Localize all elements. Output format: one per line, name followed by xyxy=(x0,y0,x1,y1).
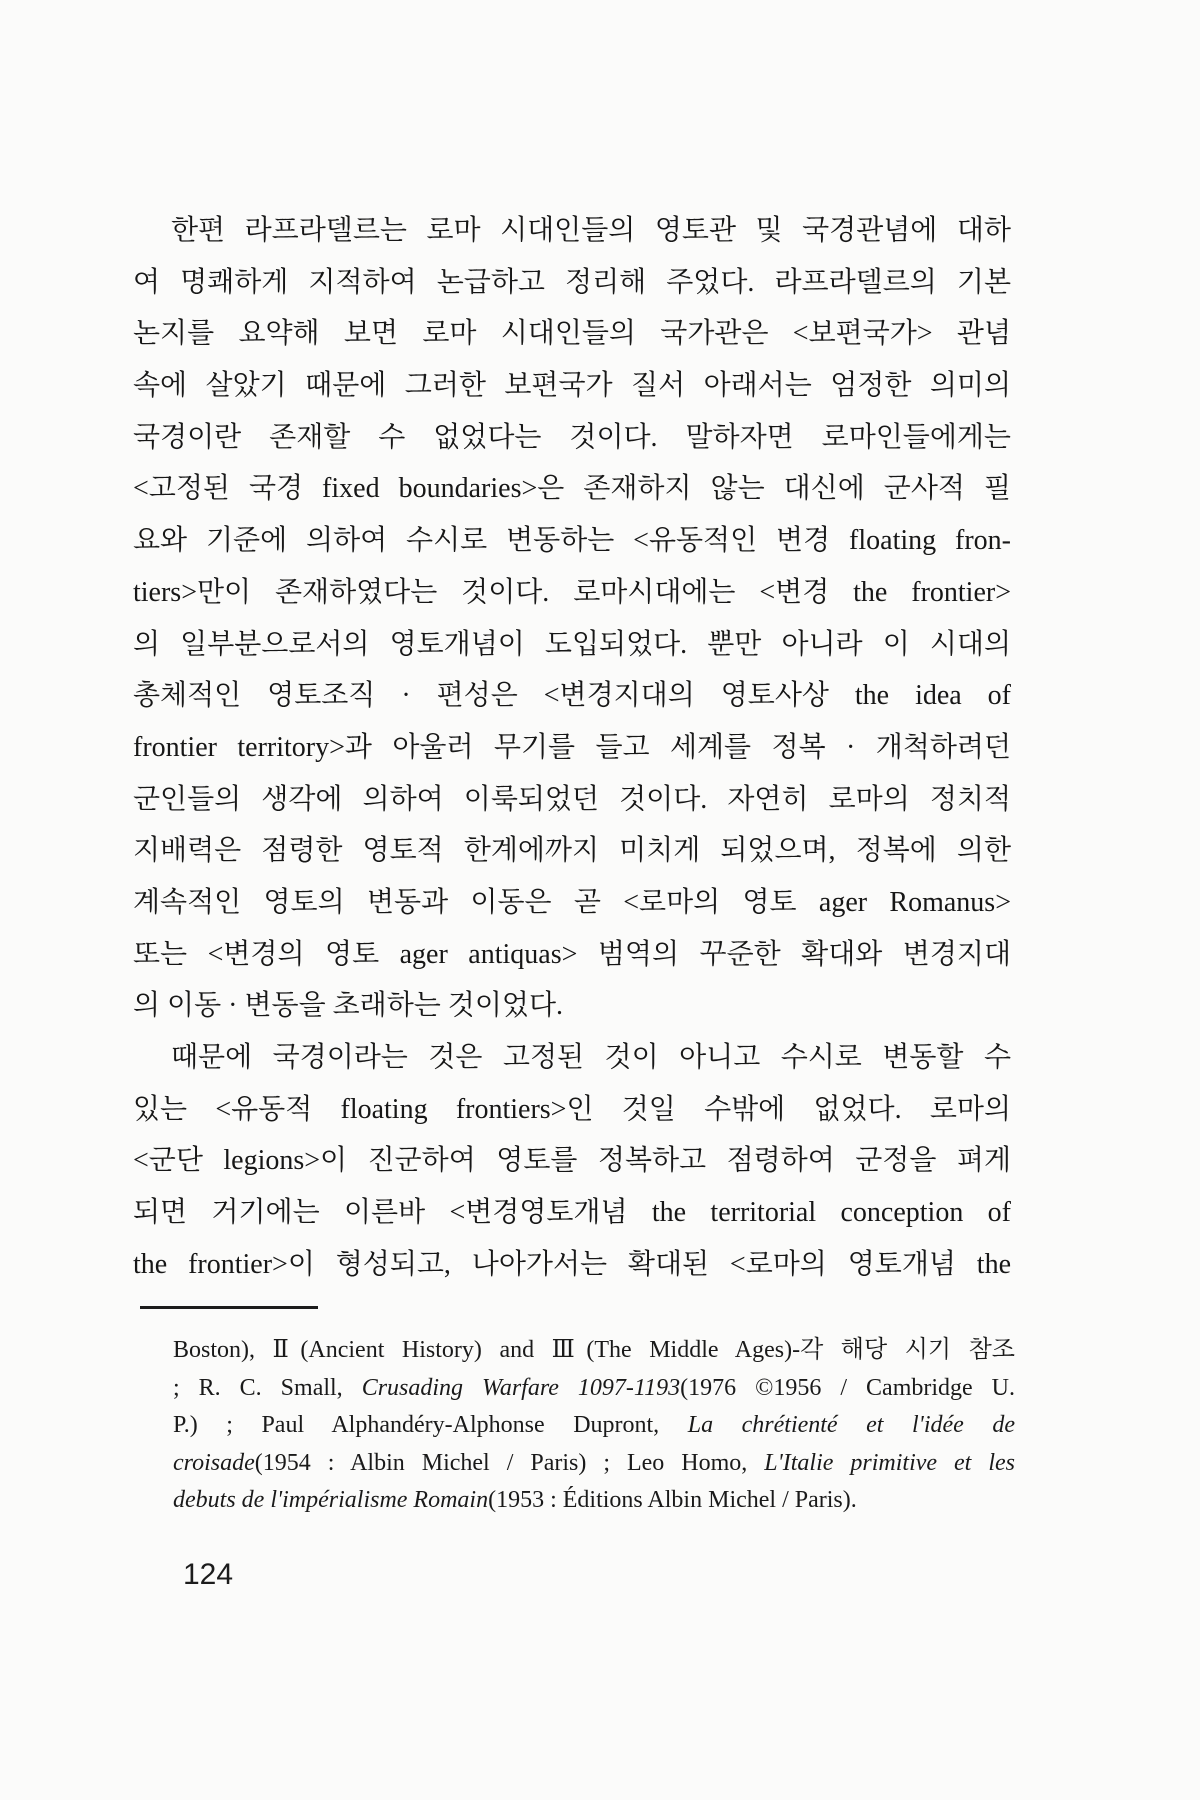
footnote-segment-italic: croisade xyxy=(173,1449,255,1476)
text-line: the frontier>이 형성되고, 나아가서는 확대된 <로마의 영토개념 the xyxy=(133,1248,1011,1280)
main-text-block xyxy=(133,205,1011,1290)
footnote-line xyxy=(173,1370,1015,1408)
footnote-segment: (1976 ©1956 / Cambridge U. xyxy=(680,1374,1015,1401)
text-line: 때문에 국경이라는 것은 고정된 것이 아니고 수시로 변동할 수 xyxy=(171,1042,1011,1073)
footnote-segment: ; R. C. Small, xyxy=(173,1374,362,1401)
text-line: 계속적인 영토의 변동과 이동은 곧 <로마의 영토 ager Romanus> xyxy=(133,886,1011,918)
footnote-segment: (1954 : Albin Michel / Paris) ; Leo Homo, xyxy=(254,1449,765,1476)
footnote-segment-italic: debuts de l'impérialisme Romain xyxy=(173,1487,489,1514)
footnote-segment-italic: La chrétienté et l'idée de xyxy=(687,1412,1015,1439)
text-line: 총체적인 영토조직 · 편성은 <변경지대의 영토사상 the idea of xyxy=(133,680,1011,712)
footnote-segment: Boston), Ⅱ(Ancient History) and Ⅲ(The Middle Ages)-각 해당 시기 참조 xyxy=(173,1337,1015,1363)
text-line: 여 명쾌하게 지적하여 논급하고 정리해 주었다. 라프라델르의 기본 xyxy=(133,266,1011,298)
text-line: 군인들의 생각에 의하여 이룩되었던 것이다. 자연히 로마의 정치적 xyxy=(133,783,1011,815)
text-line: frontier territory>과 아울러 무기를 들고 세계를 정복 · 개척하려던 xyxy=(133,731,1011,763)
text-line: <고정된 국경 fixed boundaries>은 존재하지 않는 대신에 군사적 필 xyxy=(133,473,1011,505)
paragraph-1 xyxy=(133,205,1011,1032)
footnote-separator-rule xyxy=(140,1306,318,1309)
text-line: 의 이동 · 변동을 초래하는 것이었다. xyxy=(133,990,563,1022)
text-line: tiers>만이 존재하였다는 것이다. 로마시대에는 <변경 the frontier> xyxy=(133,576,1011,608)
footnote-line xyxy=(173,1332,1015,1370)
text-line: 의 일부분으로서의 영토개념이 도입되었다. 뿐만 아니라 이 시대의 xyxy=(133,628,1011,660)
text-line: <군단 legions>이 진군하여 영토를 정복하고 점령하여 군정을 펴게 xyxy=(133,1145,1011,1177)
text-line: 또는 <변경의 영토 ager antiquas> 범역의 꾸준한 확대와 변경지대 xyxy=(133,938,1011,970)
footnote-line xyxy=(173,1407,1015,1445)
text-line: 국경이란 존재할 수 없었다는 것이다. 말하자면 로마인들에게는 xyxy=(133,421,1011,453)
text-line: 속에 살았기 때문에 그러한 보편국가 질서 아래서는 엄정한 의미의 xyxy=(133,370,1011,402)
footnote-segment-italic: Crusading Warfare 1097-1193 xyxy=(361,1374,681,1401)
footnote-segment: (1953 : Éditions Albin Michel / Paris). xyxy=(488,1487,857,1514)
footnote-line xyxy=(173,1445,1015,1483)
text-line: 되면 거기에는 이른바 <변경영토개념 the territorial conception of xyxy=(133,1197,1011,1229)
text-line: 지배력은 점령한 영토적 한계에까지 미치게 되었으며, 정복에 의한 xyxy=(133,835,1011,867)
text-line: 있는 <유동적 floating frontiers>인 것일 수밖에 없었다. 로마의 xyxy=(133,1093,1011,1125)
footnote-segment-italic: L'Italie primitive et les xyxy=(764,1449,1015,1476)
paragraph-2 xyxy=(133,1032,1011,1290)
footnote-segment: P.) ; Paul Alphandéry-Alphonse Dupront, xyxy=(173,1412,688,1439)
footnote-line xyxy=(173,1482,1015,1520)
text-line: 논지를 요약해 보면 로마 시대인들의 국가관은 <보편국가> 관념 xyxy=(133,318,1011,350)
text-line: 요와 기준에 의하여 수시로 변동하는 <유동적인 변경 floating fron- xyxy=(133,525,1011,557)
text-line: 한편 라프라델르는 로마 시대인들의 영토관 및 국경관념에 대하 xyxy=(171,215,1011,246)
page-number: 124 xyxy=(183,1558,234,1591)
footnote-block xyxy=(173,1332,1015,1520)
